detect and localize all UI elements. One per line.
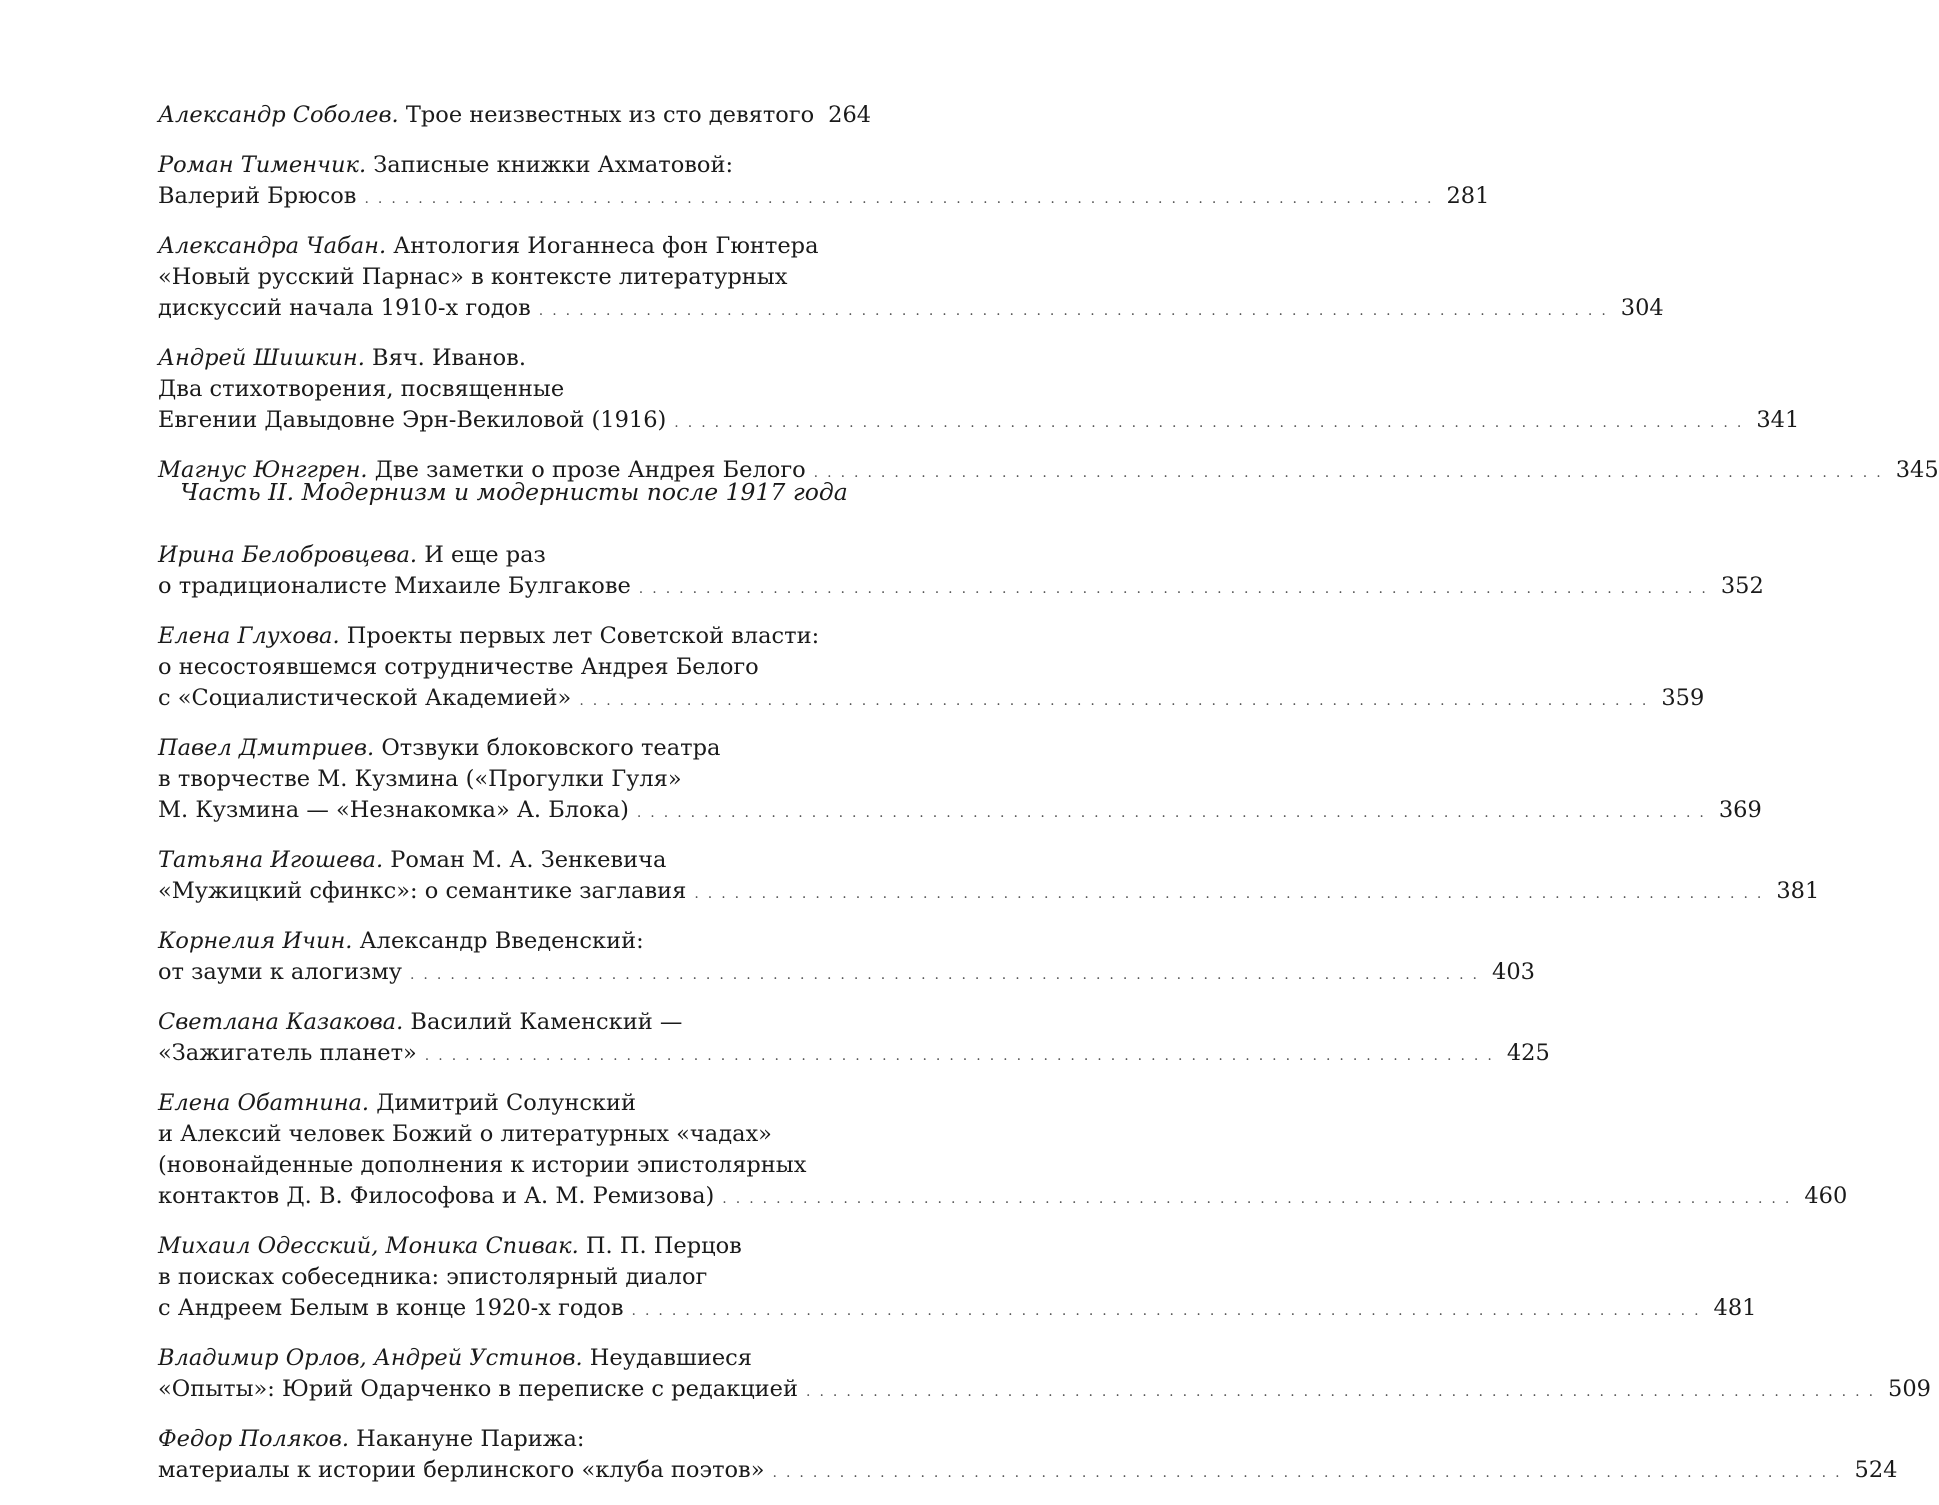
page-number: 359 xyxy=(1661,685,1705,711)
dot-leader: ................................................................................ xyxy=(694,886,1771,902)
entry-last-line xyxy=(158,1374,1931,1408)
entry-title-text: М. Кузмина — «Незнакомка» А. Блока) xyxy=(158,797,629,823)
entry-title-line xyxy=(158,733,870,764)
toc-entry xyxy=(158,540,1764,605)
toc-entry xyxy=(158,150,1490,215)
entry-last-line xyxy=(158,957,1535,991)
entry-title-text: «Опыты»: Юрий Одарченко в переписке с редакцией xyxy=(158,1376,798,1402)
entry-last-line xyxy=(158,1293,1757,1327)
page-number: 381 xyxy=(1776,878,1820,904)
entry-author: Татьяна Игошева. xyxy=(158,847,384,873)
entry-title-text: Трое неизвестных из сто девятого xyxy=(405,102,815,128)
dot-leader: ................................................................................ xyxy=(722,1191,1799,1207)
entry-title-line xyxy=(158,1343,870,1374)
page-number: 281 xyxy=(1446,183,1490,209)
entry-author: Елена Обатнина. xyxy=(158,1090,370,1116)
entry-title-text: (новонайденные дополнения к истории эпистолярных xyxy=(158,1152,807,1178)
entry-title-line xyxy=(158,1119,870,1150)
entry-title-text: Две заметки о прозе Андрея Белого xyxy=(374,457,806,483)
toc-part-2 xyxy=(158,540,1931,1505)
toc-entry xyxy=(158,1424,1898,1489)
entry-title-end xyxy=(158,571,631,602)
entry-title-text: Неудавшиеся xyxy=(589,1345,752,1371)
toc-entry xyxy=(158,733,1762,829)
dot-leader: ................................................................................ xyxy=(538,303,1615,319)
dot-leader: ................................................................................ xyxy=(631,1303,1708,1319)
entry-title-text: Александр Введенский: xyxy=(359,928,644,954)
dot-leader: ................................................................................ xyxy=(772,1465,1849,1481)
entry-title-line xyxy=(158,343,870,374)
toc-entry xyxy=(158,621,1705,717)
entry-author: Владимир Орлов, Андрей Устинов. xyxy=(158,1345,583,1371)
page-number: 425 xyxy=(1506,1040,1550,1066)
entry-author: Александр Соболев. xyxy=(158,102,399,128)
entry-author: Федор Поляков. xyxy=(158,1426,349,1452)
page-number: 304 xyxy=(1620,295,1664,321)
entry-last-line xyxy=(158,405,1800,439)
dot-leader: ................................................................................ xyxy=(638,581,1715,597)
entry-title-text: о традиционалисте Михаиле Булгакове xyxy=(158,573,631,599)
entry-title-text: Евгении Давыдовне Эрн-Векиловой (1916) xyxy=(158,407,667,433)
entry-title-end xyxy=(158,1038,417,1069)
entry-title-line xyxy=(158,926,870,957)
entry-title-text: с «Социалистической Академией» xyxy=(158,685,572,711)
entry-author: Корнелия Ичин. xyxy=(158,928,353,954)
toc-entry xyxy=(158,1007,1550,1072)
entry-title-text: Записные книжки Ахматовой: xyxy=(373,152,734,178)
dot-leader: ................................................................................ xyxy=(813,465,1890,481)
entry-last-line xyxy=(158,1038,1550,1072)
entry-title-end xyxy=(158,405,666,436)
entry-title-text: Димитрий Солунский xyxy=(376,1090,636,1116)
entry-title-text: Василий Каменский — xyxy=(410,1009,683,1035)
page-number: 345 xyxy=(1895,457,1939,483)
entry-title-text: от зауми к алогизму xyxy=(158,959,402,985)
entry-title-end xyxy=(158,957,402,988)
dot-leader: ................................................................................ xyxy=(424,1048,1501,1064)
entry-title-text: о несостоявшемся сотрудничестве Андрея Белого xyxy=(158,654,759,680)
dot-leader: ................................................................................ xyxy=(364,191,1441,207)
entry-last-line xyxy=(158,293,1664,327)
entry-title-text: материалы к истории берлинского «клуба поэтов» xyxy=(158,1457,765,1483)
entry-title-text: контактов Д. В. Философова и А. М. Ремизова) xyxy=(158,1183,715,1209)
entry-title-line xyxy=(158,262,870,293)
entry-title-end xyxy=(158,1181,714,1212)
page-number: 341 xyxy=(1756,407,1800,433)
entry-title-text: «Зажигатель планет» xyxy=(158,1040,417,1066)
entry-title-text: Роман М. А. Зенкевича xyxy=(390,847,667,873)
entry-title-line xyxy=(158,374,870,405)
page-number: 264 xyxy=(828,102,872,128)
entry-author: Роман Тименчик. xyxy=(158,152,367,178)
entry-title-text: с Андреем Белым в конце 1920-х годов xyxy=(158,1295,624,1321)
page-number: 509 xyxy=(1888,1376,1931,1402)
entry-title-line xyxy=(158,1424,870,1455)
entry-title-text: Валерий Брюсов xyxy=(158,183,357,209)
toc-entry xyxy=(158,1088,1848,1215)
entry-title-text: И еще раз xyxy=(424,542,546,568)
entry-title-text: «Мужицкий сфинкс»: о семантике заглавия xyxy=(158,878,687,904)
dot-leader: ................................................................................ xyxy=(579,693,1656,709)
entry-title-end xyxy=(158,876,686,907)
entry-title-end xyxy=(158,683,571,714)
dot-leader: ................................................................................ xyxy=(636,805,1713,821)
entry-title-line xyxy=(158,150,870,181)
toc-part-1 xyxy=(158,100,1939,505)
page-number: 524 xyxy=(1854,1457,1898,1483)
entry-title-line xyxy=(158,1088,870,1119)
entry-last-line xyxy=(158,100,870,134)
entry-last-line xyxy=(158,795,1762,829)
entry-title-line xyxy=(158,621,870,652)
entry-title-end xyxy=(158,293,531,324)
page-number: 460 xyxy=(1804,1183,1848,1209)
entry-author: Михаил Одесский, Моника Спивак. xyxy=(158,1233,579,1259)
entry-title-end xyxy=(158,181,356,212)
dot-leader: ................................................................................ xyxy=(806,1384,1883,1400)
entry-author: Елена Глухова. xyxy=(158,623,340,649)
section-heading-container xyxy=(158,478,870,506)
page-number: 403 xyxy=(1492,959,1535,985)
entry-title-text: П. П. Перцов xyxy=(585,1233,742,1259)
entry-title-end xyxy=(158,1293,624,1324)
entry-author: Александра Чабан. xyxy=(158,233,387,259)
entry-title-line xyxy=(158,845,870,876)
entry-title-line xyxy=(158,1150,870,1181)
entry-title-text: Антология Иоганнеса фон Гюнтера xyxy=(393,233,819,259)
entry-author: Павел Дмитриев. xyxy=(158,735,375,761)
entry-title-text: Два стихотворения, посвященные xyxy=(158,376,565,402)
page-number: 352 xyxy=(1720,573,1764,599)
page-number: 481 xyxy=(1713,1295,1757,1321)
entry-title-text: Вяч. Иванов. xyxy=(372,345,527,371)
entry-title-line xyxy=(158,1007,870,1038)
entry-author: Андрей Шишкин. xyxy=(158,345,365,371)
entry-title-end xyxy=(158,100,814,131)
dot-leader: ................................................................................ xyxy=(409,967,1486,983)
entry-author: Магнус Юнггрен. xyxy=(158,457,368,483)
toc-entry xyxy=(158,100,870,134)
entry-title-text: «Новый русский Парнас» в контексте литературных xyxy=(158,264,788,290)
entry-title-text: дискуссий начала 1910-х годов xyxy=(158,295,531,321)
entry-title-end xyxy=(158,1374,798,1405)
entry-last-line xyxy=(158,683,1705,717)
entry-title-end xyxy=(158,1455,765,1486)
entry-last-line xyxy=(158,571,1764,605)
toc-entry xyxy=(158,1343,1931,1408)
page-number: 369 xyxy=(1718,797,1762,823)
entry-author: Светлана Казакова. xyxy=(158,1009,404,1035)
toc-entry xyxy=(158,343,1800,439)
dot-leader: ................................................................................ xyxy=(674,415,1751,431)
entry-title-line xyxy=(158,540,870,571)
entry-author: Ирина Белобровцева. xyxy=(158,542,418,568)
entry-title-text: Проекты первых лет Советской власти: xyxy=(346,623,820,649)
entry-title-line xyxy=(158,652,870,683)
entry-title-text: Отзвуки блоковского театра xyxy=(381,735,721,761)
toc-entry xyxy=(158,231,1664,327)
entry-title-text: и Алексий человек Божий о литературных «чадах» xyxy=(158,1121,772,1147)
entry-last-line xyxy=(158,181,1490,215)
toc-entry xyxy=(158,1231,1757,1327)
entry-title-line xyxy=(158,1262,870,1293)
toc-entry xyxy=(158,926,1535,991)
entry-last-line xyxy=(158,1181,1848,1215)
entry-last-line xyxy=(158,876,1820,910)
section-title: Часть II. Модернизм и модернисты после 1917 года xyxy=(180,478,848,506)
entry-last-line xyxy=(158,1455,1898,1489)
toc-entry xyxy=(158,845,1820,910)
entry-title-line xyxy=(158,231,870,262)
entry-title-end xyxy=(158,795,629,826)
entry-title-text: Накануне Парижа: xyxy=(356,1426,585,1452)
entry-title-text: в творчестве М. Кузмина («Прогулки Гуля» xyxy=(158,766,682,792)
entry-title-line xyxy=(158,764,870,795)
entry-title-text: в поисках собеседника: эпистолярный диалог xyxy=(158,1264,708,1290)
entry-title-line xyxy=(158,1231,870,1262)
